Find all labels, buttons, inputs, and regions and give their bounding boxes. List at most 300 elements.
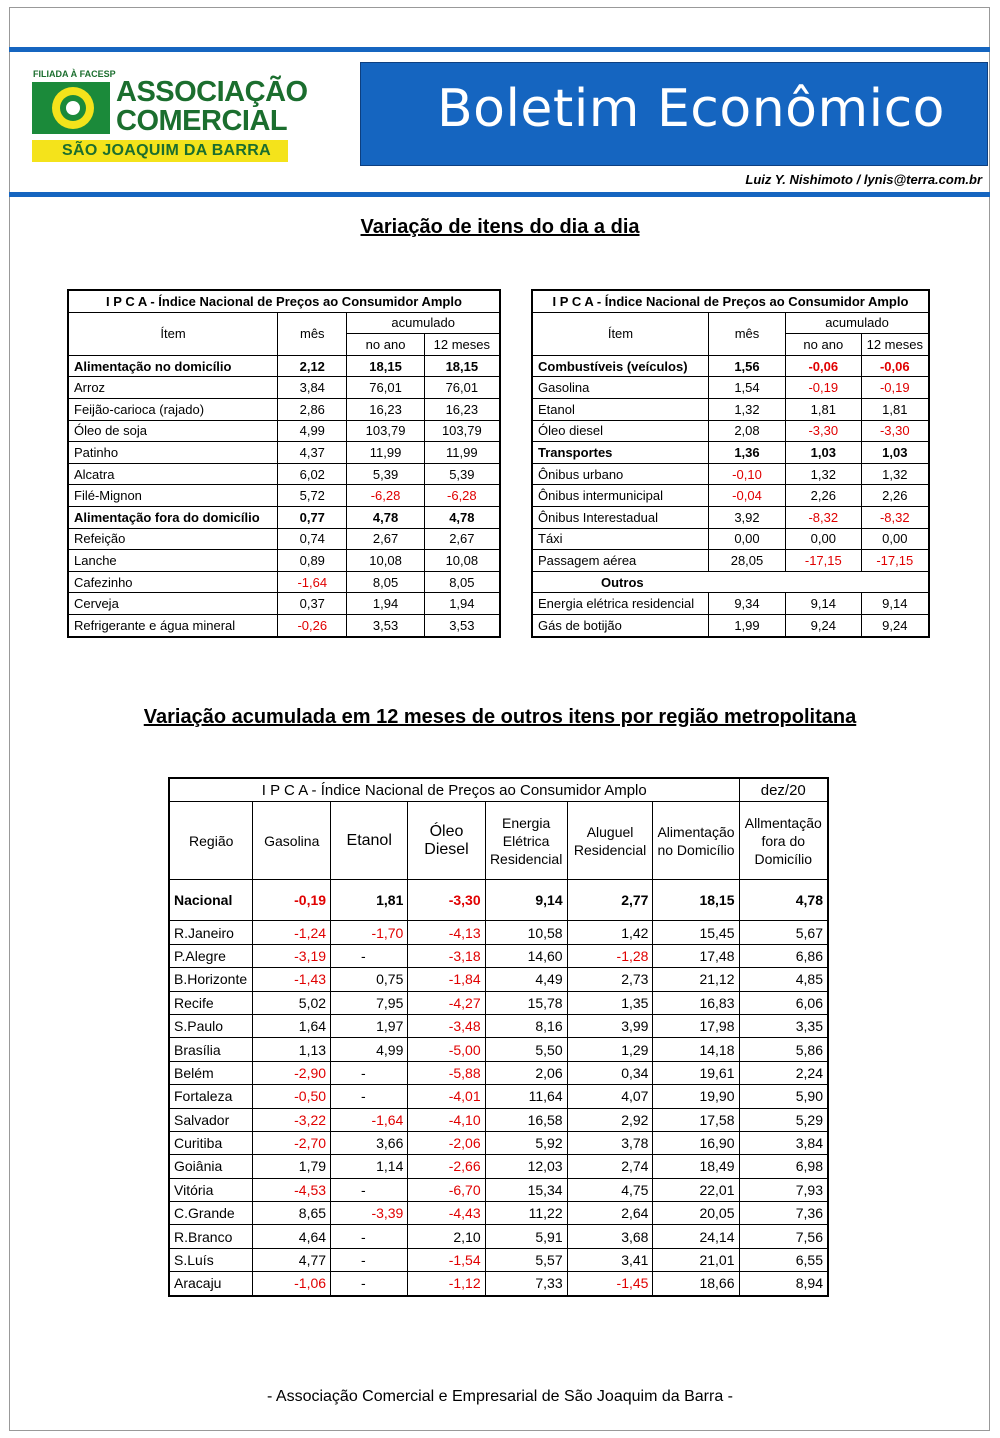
region-value: 6,86 xyxy=(739,944,828,967)
region-row xyxy=(169,1108,828,1131)
twelve-month-value: -17,15 xyxy=(861,550,929,572)
region-name: S.Luís xyxy=(169,1248,253,1271)
header-accumulated: acumulado xyxy=(786,312,929,334)
region-value: 18,66 xyxy=(653,1272,739,1296)
item-name: Combustíveis (veículos) xyxy=(532,355,708,377)
table-row xyxy=(68,593,500,615)
region-value: 16,58 xyxy=(485,1108,567,1131)
year-value: 11,99 xyxy=(347,442,424,464)
region-name: R.Janeiro xyxy=(169,921,253,944)
item-name: Gasolina xyxy=(532,377,708,399)
region-value: 15,78 xyxy=(485,991,567,1014)
region-value: 17,48 xyxy=(653,944,739,967)
region-name: Vitória xyxy=(169,1178,253,1201)
region-value: 17,58 xyxy=(653,1108,739,1131)
table-row xyxy=(68,442,500,464)
region-value: 6,06 xyxy=(739,991,828,1014)
region-value: -4,43 xyxy=(408,1202,485,1225)
logo-city: SÃO JOAQUIM DA BARRA xyxy=(62,142,271,159)
table-row xyxy=(532,463,929,485)
region-value: -1,54 xyxy=(408,1248,485,1271)
month-value: 6,02 xyxy=(278,463,347,485)
table-row xyxy=(68,355,500,377)
region-value: 5,29 xyxy=(739,1108,828,1131)
logo-affiliation: FILIADA À FACESP xyxy=(33,69,116,79)
region-value: 2,10 xyxy=(408,1225,485,1248)
region-value: 0,75 xyxy=(331,968,408,991)
month-value: -0,04 xyxy=(708,485,785,507)
item-name: Ônibus Interestadual xyxy=(532,506,708,528)
region-value: -2,66 xyxy=(408,1155,485,1178)
region-value: -3,39 xyxy=(331,1202,408,1225)
region-row xyxy=(169,1225,828,1248)
region-value: 4,49 xyxy=(485,968,567,991)
ipca-table-food xyxy=(67,289,501,638)
year-value: 10,08 xyxy=(347,550,424,572)
month-value: 1,56 xyxy=(708,355,785,377)
region-value: 5,92 xyxy=(485,1131,567,1154)
table-row xyxy=(68,463,500,485)
region-name: Brasília xyxy=(169,1038,253,1061)
region-value: 7,93 xyxy=(739,1178,828,1201)
year-value: 8,05 xyxy=(347,571,424,593)
month-value: 0,77 xyxy=(278,506,347,528)
month-value: 4,99 xyxy=(278,420,347,442)
table-row xyxy=(532,506,929,528)
year-value: 0,00 xyxy=(786,528,862,550)
region-value: -6,70 xyxy=(408,1178,485,1201)
region-value: - xyxy=(331,944,408,967)
year-value: 16,23 xyxy=(347,398,424,420)
region-value: 7,95 xyxy=(331,991,408,1014)
region-name: Fortaleza xyxy=(169,1085,253,1108)
region-row xyxy=(169,1014,828,1037)
section-title-daily: Variação de itens do dia a dia xyxy=(360,216,640,238)
year-value: 1,32 xyxy=(786,463,862,485)
region-value: -2,06 xyxy=(408,1131,485,1154)
header-item: Ítem xyxy=(532,312,708,355)
table-row xyxy=(68,571,500,593)
item-name: Gás de botijão xyxy=(532,614,708,636)
month-value: 3,92 xyxy=(708,506,785,528)
table-title: I P C A - Índice Nacional de Preços ao Consumidor Amplo xyxy=(532,290,929,312)
twelve-month-value: 1,94 xyxy=(424,593,500,615)
region-value: 14,60 xyxy=(485,944,567,967)
item-name: Refrigerante e água mineral xyxy=(68,614,278,636)
item-name: Táxi xyxy=(532,528,708,550)
item-name: Ônibus urbano xyxy=(532,463,708,485)
region-row xyxy=(169,1248,828,1271)
year-value: 3,53 xyxy=(347,614,424,636)
table-row xyxy=(68,398,500,420)
region-column-header: Allmentação fora do Domicílio xyxy=(739,802,828,880)
region-value: 2,73 xyxy=(567,968,653,991)
item-name: Patinho xyxy=(68,442,278,464)
table-row xyxy=(68,420,500,442)
year-value: 103,79 xyxy=(347,420,424,442)
region-row xyxy=(169,1131,828,1154)
region-value: -1,24 xyxy=(253,921,331,944)
region-value: - xyxy=(331,1061,408,1084)
table-row xyxy=(532,377,929,399)
year-value: 9,14 xyxy=(786,593,862,615)
region-value: -3,22 xyxy=(253,1108,331,1131)
region-value: 8,94 xyxy=(739,1272,828,1296)
region-value: 2,74 xyxy=(567,1155,653,1178)
region-value: 21,12 xyxy=(653,968,739,991)
twelve-month-value: -8,32 xyxy=(861,506,929,528)
year-value: -17,15 xyxy=(786,550,862,572)
region-value: -3,19 xyxy=(253,944,331,967)
month-value: 0,37 xyxy=(278,593,347,615)
twelve-month-value: -0,06 xyxy=(861,355,929,377)
region-row xyxy=(169,1272,828,1296)
region-value: 15,34 xyxy=(485,1178,567,1201)
region-value: 4,99 xyxy=(331,1038,408,1061)
region-value: 16,83 xyxy=(653,991,739,1014)
table-title: I P C A - Índice Nacional de Preços ao Consumidor Amplo xyxy=(68,290,500,312)
region-value: 14,18 xyxy=(653,1038,739,1061)
logo-city-bar xyxy=(32,140,288,162)
region-name: Salvador xyxy=(169,1108,253,1131)
region-value: 5,86 xyxy=(739,1038,828,1061)
region-table xyxy=(168,777,829,1297)
twelve-month-value: -0,19 xyxy=(861,377,929,399)
region-value: 3,68 xyxy=(567,1225,653,1248)
logo-word-1: ASSOCIAÇÃO xyxy=(116,76,308,108)
month-value: 4,37 xyxy=(278,442,347,464)
region-row xyxy=(169,1085,828,1108)
region-value: -3,18 xyxy=(408,944,485,967)
month-value: 2,08 xyxy=(708,420,785,442)
twelve-month-value: 5,39 xyxy=(424,463,500,485)
year-value: -3,30 xyxy=(786,420,862,442)
item-name: Passagem aérea xyxy=(532,550,708,572)
table-row xyxy=(68,550,500,572)
region-value: 7,36 xyxy=(739,1202,828,1225)
region-value: -1,64 xyxy=(331,1108,408,1131)
twelve-month-value: 10,08 xyxy=(424,550,500,572)
region-value: 4,78 xyxy=(739,880,828,921)
month-value: 2,12 xyxy=(278,355,347,377)
month-value: 1,54 xyxy=(708,377,785,399)
twelve-month-value: 11,99 xyxy=(424,442,500,464)
region-value: 18,15 xyxy=(653,880,739,921)
region-value: 8,16 xyxy=(485,1014,567,1037)
region-value: 1,64 xyxy=(253,1014,331,1037)
month-value: 1,32 xyxy=(708,398,785,420)
twelve-month-value: 1,03 xyxy=(861,442,929,464)
region-value: 1,81 xyxy=(331,880,408,921)
item-name: Filé-Mignon xyxy=(68,485,278,507)
region-value: -1,70 xyxy=(331,921,408,944)
region-value: -2,90 xyxy=(253,1061,331,1084)
table-row xyxy=(532,420,929,442)
region-value: 1,35 xyxy=(567,991,653,1014)
header-bottom-rule xyxy=(9,192,990,197)
region-value: -4,53 xyxy=(253,1178,331,1201)
twelve-month-value: 4,78 xyxy=(424,506,500,528)
region-value: 12,03 xyxy=(485,1155,567,1178)
header-accumulated: acumulado xyxy=(347,312,500,334)
region-value: - xyxy=(331,1085,408,1108)
header-12-months: 12 meses xyxy=(861,334,929,356)
region-name: B.Horizonte xyxy=(169,968,253,991)
region-value: 11,22 xyxy=(485,1202,567,1225)
region-value: 16,90 xyxy=(653,1131,739,1154)
region-value: 3,99 xyxy=(567,1014,653,1037)
region-value: 19,61 xyxy=(653,1061,739,1084)
year-value: 2,26 xyxy=(786,485,862,507)
month-value: 1,99 xyxy=(708,614,785,636)
region-value: 5,90 xyxy=(739,1085,828,1108)
region-value: -1,43 xyxy=(253,968,331,991)
month-value: -0,10 xyxy=(708,463,785,485)
region-value: 20,05 xyxy=(653,1202,739,1225)
region-value: 22,01 xyxy=(653,1178,739,1201)
region-name: Belém xyxy=(169,1061,253,1084)
twelve-month-value: 0,00 xyxy=(861,528,929,550)
region-value: -4,01 xyxy=(408,1085,485,1108)
region-name: Nacional xyxy=(169,880,253,921)
header-month: mês xyxy=(708,312,785,355)
item-name: Alimentação fora do domicílio xyxy=(68,506,278,528)
year-value: 5,39 xyxy=(347,463,424,485)
table-row xyxy=(532,398,929,420)
year-value: 1,81 xyxy=(786,398,862,420)
year-value: 76,01 xyxy=(347,377,424,399)
table-row xyxy=(532,593,929,615)
ipca-table-transport xyxy=(531,289,930,638)
region-value: 3,35 xyxy=(739,1014,828,1037)
region-value: 5,91 xyxy=(485,1225,567,1248)
twelve-month-value: 18,15 xyxy=(424,355,500,377)
region-value: 4,85 xyxy=(739,968,828,991)
region-value: 4,75 xyxy=(567,1178,653,1201)
region-value: 10,58 xyxy=(485,921,567,944)
item-name: Cafezinho xyxy=(68,571,278,593)
item-name: Energia elétrica residencial xyxy=(532,593,708,615)
region-column-header: Etanol xyxy=(331,802,408,880)
region-value: 5,67 xyxy=(739,921,828,944)
region-row xyxy=(169,1038,828,1061)
region-value: 1,14 xyxy=(331,1155,408,1178)
region-row xyxy=(169,968,828,991)
region-value: - xyxy=(331,1225,408,1248)
table-row xyxy=(532,485,929,507)
region-value: 2,64 xyxy=(567,1202,653,1225)
region-column-header: Energia Elétrica Residencial xyxy=(485,802,567,880)
twelve-month-value: 3,53 xyxy=(424,614,500,636)
region-value: -4,10 xyxy=(408,1108,485,1131)
region-value: - xyxy=(331,1272,408,1296)
item-name: Transportes xyxy=(532,442,708,464)
region-value: -2,70 xyxy=(253,1131,331,1154)
footer: - Associação Comercial e Empresarial de São Joaquim da Barra - xyxy=(267,1388,733,1405)
region-value: -1,28 xyxy=(567,944,653,967)
region-value: 0,34 xyxy=(567,1061,653,1084)
year-value: 2,67 xyxy=(347,528,424,550)
region-column-header: Aluguel Residencial xyxy=(567,802,653,880)
header-item: Ítem xyxy=(68,312,278,355)
region-value: 4,07 xyxy=(567,1085,653,1108)
month-value: 2,86 xyxy=(278,398,347,420)
region-row xyxy=(169,1202,828,1225)
region-value: 1,79 xyxy=(253,1155,331,1178)
region-header-row xyxy=(169,802,828,880)
item-name: Feijão-carioca (rajado) xyxy=(68,398,278,420)
month-value: 3,84 xyxy=(278,377,347,399)
section-title-regions: Variação acumulada em 12 meses de outros itens por região metropolitana xyxy=(143,706,857,728)
region-name: Curitiba xyxy=(169,1131,253,1154)
region-value: 18,49 xyxy=(653,1155,739,1178)
year-value: -0,19 xyxy=(786,377,862,399)
year-value: 18,15 xyxy=(347,355,424,377)
year-value: -0,06 xyxy=(786,355,862,377)
region-value: 3,41 xyxy=(567,1248,653,1271)
region-value: 5,57 xyxy=(485,1248,567,1271)
table-row xyxy=(68,528,500,550)
twelve-month-value: 1,81 xyxy=(861,398,929,420)
table-row xyxy=(68,506,500,528)
region-value: 4,64 xyxy=(253,1225,331,1248)
region-value: 2,77 xyxy=(567,880,653,921)
table-row xyxy=(532,442,929,464)
header-year: no ano xyxy=(786,334,862,356)
region-name: P.Alegre xyxy=(169,944,253,967)
region-value: 11,64 xyxy=(485,1085,567,1108)
item-name: Alcatra xyxy=(68,463,278,485)
region-name: Recife xyxy=(169,991,253,1014)
table-row xyxy=(68,377,500,399)
region-value: -0,19 xyxy=(253,880,331,921)
region-value: 3,66 xyxy=(331,1131,408,1154)
table-row xyxy=(532,355,929,377)
region-row xyxy=(169,991,828,1014)
year-value: -6,28 xyxy=(347,485,424,507)
twelve-month-value: 8,05 xyxy=(424,571,500,593)
year-value: 9,24 xyxy=(786,614,862,636)
region-value: 1,29 xyxy=(567,1038,653,1061)
year-value: 1,03 xyxy=(786,442,862,464)
region-value: 3,84 xyxy=(739,1131,828,1154)
region-value: -4,27 xyxy=(408,991,485,1014)
logo-word-2: COMERCIAL xyxy=(116,105,288,137)
region-value: 1,97 xyxy=(331,1014,408,1037)
twelve-month-value: -6,28 xyxy=(424,485,500,507)
twelve-month-value: -3,30 xyxy=(861,420,929,442)
twelve-month-value: 16,23 xyxy=(424,398,500,420)
month-value: 28,05 xyxy=(708,550,785,572)
region-value: 1,13 xyxy=(253,1038,331,1061)
year-value: 1,94 xyxy=(347,593,424,615)
region-value: 19,90 xyxy=(653,1085,739,1108)
region-value: 24,14 xyxy=(653,1225,739,1248)
region-column-header: Alimentação no Domicílio xyxy=(653,802,739,880)
region-value: - xyxy=(331,1248,408,1271)
region-value: -4,13 xyxy=(408,921,485,944)
region-value: 5,50 xyxy=(485,1038,567,1061)
region-value: 6,98 xyxy=(739,1155,828,1178)
association-logo xyxy=(30,68,308,164)
twelve-month-value: 2,26 xyxy=(861,485,929,507)
table-row xyxy=(68,485,500,507)
table-row xyxy=(532,571,929,593)
top-rule xyxy=(9,47,990,52)
region-value: -5,00 xyxy=(408,1038,485,1061)
twelve-month-value: 1,32 xyxy=(861,463,929,485)
month-value: 9,34 xyxy=(708,593,785,615)
region-name: S.Paulo xyxy=(169,1014,253,1037)
region-value: -1,06 xyxy=(253,1272,331,1296)
region-value: 7,56 xyxy=(739,1225,828,1248)
month-value: 0,74 xyxy=(278,528,347,550)
header-month: mês xyxy=(278,312,347,355)
region-name: Aracaju xyxy=(169,1272,253,1296)
region-value: - xyxy=(331,1178,408,1201)
item-name: Ônibus intermunicipal xyxy=(532,485,708,507)
region-value: 6,55 xyxy=(739,1248,828,1271)
region-row xyxy=(169,921,828,944)
page-title: Boletim Econômico xyxy=(437,79,945,139)
table-row xyxy=(532,614,929,636)
item-name: Refeição xyxy=(68,528,278,550)
region-value: -0,50 xyxy=(253,1085,331,1108)
month-value: -0,26 xyxy=(278,614,347,636)
twelve-month-value: 9,24 xyxy=(861,614,929,636)
table-row xyxy=(68,614,500,636)
month-value: 0,89 xyxy=(278,550,347,572)
region-row xyxy=(169,1155,828,1178)
item-name: Óleo diesel xyxy=(532,420,708,442)
group-heading: Outros xyxy=(532,571,929,593)
item-name: Lanche xyxy=(68,550,278,572)
region-column-header: Gasolina xyxy=(253,802,331,880)
month-value: 1,36 xyxy=(708,442,785,464)
year-value: -8,32 xyxy=(786,506,862,528)
item-name: Etanol xyxy=(532,398,708,420)
region-value: 1,42 xyxy=(567,921,653,944)
item-name: Arroz xyxy=(68,377,278,399)
region-value: 9,14 xyxy=(485,880,567,921)
region-value: 17,98 xyxy=(653,1014,739,1037)
region-value: 8,65 xyxy=(253,1202,331,1225)
region-row xyxy=(169,944,828,967)
twelve-month-value: 103,79 xyxy=(424,420,500,442)
year-value: 4,78 xyxy=(347,506,424,528)
region-value: 5,02 xyxy=(253,991,331,1014)
region-table-title: I P C A - Índice Nacional de Preços ao Consumidor Amplo xyxy=(169,778,739,802)
region-name: Goiânia xyxy=(169,1155,253,1178)
region-name: C.Grande xyxy=(169,1202,253,1225)
month-value: 0,00 xyxy=(708,528,785,550)
logo-emblem-icon xyxy=(32,82,110,134)
region-value: -3,30 xyxy=(408,880,485,921)
region-value: -1,84 xyxy=(408,968,485,991)
title-banner xyxy=(360,62,988,166)
twelve-month-value: 9,14 xyxy=(861,593,929,615)
region-column-header: Região xyxy=(169,802,253,880)
header-year: no ano xyxy=(347,334,424,356)
twelve-month-value: 2,67 xyxy=(424,528,500,550)
item-name: Cerveja xyxy=(68,593,278,615)
region-table-period: dez/20 xyxy=(739,778,828,802)
item-name: Óleo de soja xyxy=(68,420,278,442)
region-value: -1,45 xyxy=(567,1272,653,1296)
region-value: 2,92 xyxy=(567,1108,653,1131)
month-value: 5,72 xyxy=(278,485,347,507)
author-line: Luiz Y. Nishimoto / lynis@terra.com.br xyxy=(745,172,982,187)
